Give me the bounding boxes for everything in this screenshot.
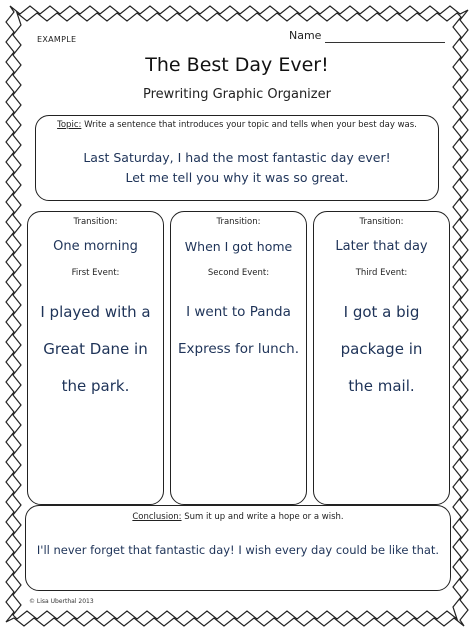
transition-text: When I got home <box>184 239 293 254</box>
event-label: First Event: <box>71 268 120 278</box>
page-subtitle: Prewriting Graphic Organizer <box>143 87 331 102</box>
topic-prompt-text: Write a sentence that introduces your topic and tells when your best day was. <box>84 120 417 130</box>
event-box-second <box>170 211 307 505</box>
event-box-third <box>313 211 450 505</box>
transition-text: One morning <box>53 239 138 254</box>
transition-label: Transition: <box>359 217 404 227</box>
transition-label: Transition: <box>216 217 261 227</box>
event-response-line: I got a big <box>343 303 420 321</box>
topic-response-line: Last Saturday, I had the most fantastic day ever! <box>83 150 391 165</box>
name-label: Name <box>289 29 322 42</box>
event-response-line: the park. <box>61 377 130 395</box>
event-box-first <box>27 211 164 505</box>
topic-response <box>36 148 438 188</box>
event-response <box>171 294 306 368</box>
example-label: EXAMPLE <box>37 35 77 44</box>
transition-text: Later that day <box>335 239 428 254</box>
event-response-line: I went to Panda <box>186 304 291 320</box>
event-response-line: the mail. <box>348 377 415 395</box>
page-title: The Best Day Ever! <box>145 54 329 76</box>
event-label: Third Event: <box>355 268 408 278</box>
event-response-line: package in <box>340 340 423 358</box>
conclusion-prompt <box>26 512 450 522</box>
name-line <box>325 42 445 43</box>
copyright-text: © Lisa Uberthal 2013 <box>29 598 94 605</box>
conclusion-response: I'll never forget that fantastic day! I wish every day could be like that. <box>36 543 440 557</box>
event-response-line: I played with a <box>40 303 151 321</box>
topic-response-line: Let me tell you why it was so great. <box>125 170 349 185</box>
event-response <box>28 294 163 405</box>
topic-prompt-label: Topic: <box>57 120 82 130</box>
event-response-line: Great Dane in <box>43 340 148 358</box>
conclusion-prompt-text: Sum it up and write a hope or a wish. <box>184 512 344 522</box>
event-response-line: Express for lunch. <box>178 341 299 357</box>
conclusion-box <box>25 505 451 591</box>
topic-box <box>35 115 439 201</box>
event-label: Second Event: <box>207 268 270 278</box>
topic-prompt <box>36 120 438 130</box>
event-response <box>314 294 449 405</box>
worksheet <box>23 25 451 607</box>
conclusion-prompt-label: Conclusion: <box>132 512 182 522</box>
transition-label: Transition: <box>73 217 118 227</box>
